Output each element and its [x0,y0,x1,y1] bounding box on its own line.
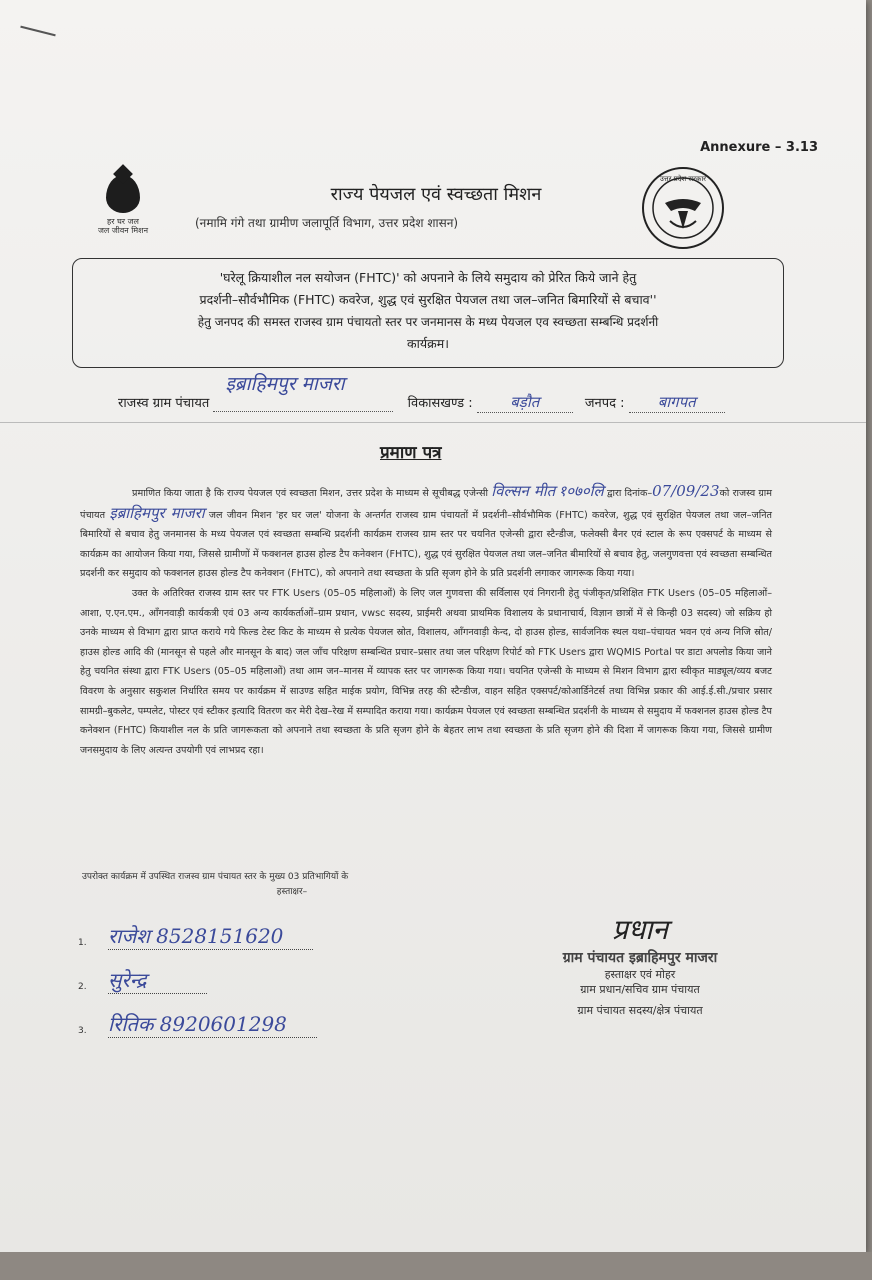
participants-note [82,870,502,900]
participant-num: 1. [78,938,87,948]
stamp-line-3: ग्राम प्रधान/सचिव ग्राम पंचायत [580,983,700,996]
district-label: जनपद [584,396,617,411]
annexure-label: Annexure – 3.13 [700,140,818,155]
logo-caption-2: जल जीवन मिशन [97,226,149,235]
participant-entry: सुरेन्द्र [108,966,207,994]
pradhan-signature-stamp [510,910,770,1018]
block-fill [477,392,573,413]
pradhan-signature: प्रधान [612,913,668,946]
uttar-pradesh-emblem-icon [640,165,726,251]
logo-caption-1: हर घर जल [107,217,139,226]
paragraph-2: उक्त के अतिरिक्त राजस्व ग्राम स्तर पर FTK Users (05–05 महिलाओं) के लिए जल गुणवत्ता की सर्विलास एवं निगरानी हेतु पंजीकृत/प्रशिक्षित FTK Users (05–05 महिलाओं–आशा, ए.एन.एम., आँगनवाड़ी कार्यकत्री एवं 03 अन्य कार्यकर्ताओं–ग्राम प्रधान, vwsc सदस्य, प्राईमरी अथवा प्राथमिक विशालय के प्रधानाचार्य, विज्ञान छात्रों में से किन्ही 03 सदस्य) जो सक्रिय हो उनके माध्यम से विभाग द्वारा प्राप्त कराये गये फिल्ड टेस्ट किट के माध्यम से प्रत्येक पेयजल स्रोत, विशालय, आँगनवाड़ी केन्द, दो हाउस होल्ड, सार्वजनिक स्थल यथा–पंचायत भवन एवं अन्य निजि स्रोत/हाउस होल्ड आदि की (मानसून से पहले और मानसून के बाद) जल जाँच परिक्षण सम्बन्धित प्रचार–प्रसार तथा जल परिक्षण रिपोर्ट को FTK Users द्वारा WQMIS Portal पर डाटा अपलोड किया जाने हेतु चयनित संस्था द्वारा FTK Users (05–05 महिलाओं) तथा आम जन–मानस में व्यापक स्तर पर जागरूक किया गया। चयनित एजेन्सी के माध्यम से मिशन विभाग द्वारा स्वीकृत माड्यूल/व्यय बजट विवरण के अनुसार सकुशल निर्धारित समय पर कार्यक्रम में साउण्ड सहित माईक प्रयोग, विभिन्न तरह की स्टैन्डीज, वाहन सहित एक्सपर्ट/कोआर्डिनेटर्स तथा विभिन्न प्रकार की आई.ई.सी./प्रचार प्रसार सामग्री–बुकलेट, पम्पलेट, पोस्टर एवं स्टीकर इत्यादि वितरण कर मेरी देख–रेख में सम्पादित कराया गया। कार्यक्रम पेयजल एवं स्वच्छता सम्बन्धित प्रदर्शनी के माध्यम से समुदाय में फक्शनल हाउस होल्ड टैप कनेक्शन (FHTC) कियाशील नल के प्रति जागरूकता को अपनाने तथा स्वच्छता के प्रति सृजग होने के बेहतर लाभ तथा स्वच्छता के प्रति सृजग होने की दिशा में जागरूक किया गया, जिससे ग्रामीण जनसमुदाय के लिए अत्यन्त उपयोगी एवं लाभप्रद रहा। [80,587,772,756]
participant-row [78,998,478,1042]
stamp-line-1: ग्राम पंचायत इब्राहिमपुर माजरा [562,950,718,966]
gp-label: राजस्व ग्राम पंचायत [118,396,210,411]
program-date: 07/09/23 [652,482,720,500]
program-box [72,258,784,368]
village-name: इब्राहिमपुर माजरा [109,503,205,522]
agency-suffix: १०७०लि [558,482,604,500]
participant-num: 3. [78,1026,87,1036]
participant-num: 2. [78,982,87,992]
para1-c: को राजस्व ग्राम पंचायत [80,488,772,521]
participant-entry: रितिक 8920601298 [108,1010,317,1038]
paragraph-1 [80,482,772,584]
stamp-line-4: ग्राम पंचायत सदस्य/क्षेत्र पंचायत [577,1004,703,1017]
block-label: विकासखण्ड [407,396,465,411]
certificate-title: प्रमाण पत्र [380,443,442,463]
program-line-1: 'घरेलू क्रियाशील नल सयोजन (FHTC)' को अपनाने के लिये समुदाय को प्रेरित किये जाने हेतु [219,270,637,285]
para1-b: द्वारा दिनांक– [606,488,653,499]
gp-value: इब्राहिमपुर माजरा [225,373,345,395]
para1-a: प्रमाणित किया जाता है कि राज्य पेयजल एवं स्वच्छता मिशन, उत्तर प्रदेश के माध्यम से सूचीबद्ध एजेन्सी [132,488,489,499]
stamp-line-2: हस्ताक्षर एवं मोहर [604,968,676,981]
gp-fill [213,373,393,412]
pen-mark [20,26,55,37]
divider [0,422,866,423]
certificate-body [80,482,772,760]
mission-title: राज्य पेयजल एवं स्वच्छता मिशन [330,184,542,205]
mission-subtitle: (नमामि गंगे तथा ग्रामीण जलापूर्ति विभाग, उत्तर प्रदेश शासन) [195,216,459,230]
table-surface [0,1252,872,1280]
program-line-2: प्रदर्शनी–सौर्वभौमिक (FHTC) कवरेज, शुद्ध एवं सुरक्षित पेयजल तथा जल–जनित बिमारियों से बचाव'' [199,292,657,307]
para1-d: जल जीवन मिशन 'हर घर जल' योजना के अन्तर्गत राजस्व ग्राम पंचायतों में प्रदर्शनी–सौर्वभौमिक (FHTC) कवरेज, शुद्ध एवं सुरक्षित पेयजल तथा जल–जनित बिमारियों से बचाव हेतु जनमानस के मध्य पेयजल एवं स्वच्छता सम्बन्धि प्रदर्शनी कार्यक्रम राजस्व ग्राम स्तर पर चयनित एजेन्सी द्वारा स्टैन्डीज, फलेक्सी बैनर एवं स्टाल के रूप एक्सपर्ट के माध्यम से कार्यक्रम का आयोजन किया गया, जिससे ग्रामीणों में फक्शनल हाउस होल्ड टैप कनेक्शन (FHTC), शुद्ध एवं सुरक्षित पेयजल तथा जल–जनित बीमारियों से बचाव हेतु, जलगुणवत्ता एवं स्वच्छता सम्बन्धित प्रदर्शनी कर समुदाय को फक्शनल हाउस होल्ड टैप कनेक्शन (FHTC), को अपनाने तथा स्वच्छता के प्रति सृजग होने के प्रति प्रदर्शनी लगाकर जागरूक किया गया। [80,509,772,580]
note-line-1: उपरोक्त कार्यक्रम में उपस्थित राजस्व ग्राम पंचायत स्तर के मुख्य 03 प्रतिभागियों के [82,872,349,882]
participant-list [78,910,478,1042]
participant-row [78,910,478,954]
location-row: राजस्व ग्राम पंचायत इब्राहिमपुर माजरा विकासखण्ड : बड़ौत जनपद : बागपत [118,392,725,413]
participant-entry: राजेश 8528151620 [108,922,313,950]
district-value: बागपत [657,393,696,411]
block-value: बड़ौत [510,393,540,411]
emblem-text: उत्तर प्रदेश सरकार [659,175,707,183]
note-line-2: हस्ताक्षर– [276,887,308,897]
program-line-3: हेतु जनपद की समस्त राजस्व ग्राम पंचायतो स्तर पर जनमानस के मध्य पेयजल एव स्वच्छता सम्बन्धि प्रदर्शनी [197,315,659,329]
agency-name: विल्सन मीत [491,482,556,500]
program-line-4: कार्यक्रम। [407,336,449,351]
participant-row [78,954,478,998]
district-fill [629,392,725,413]
